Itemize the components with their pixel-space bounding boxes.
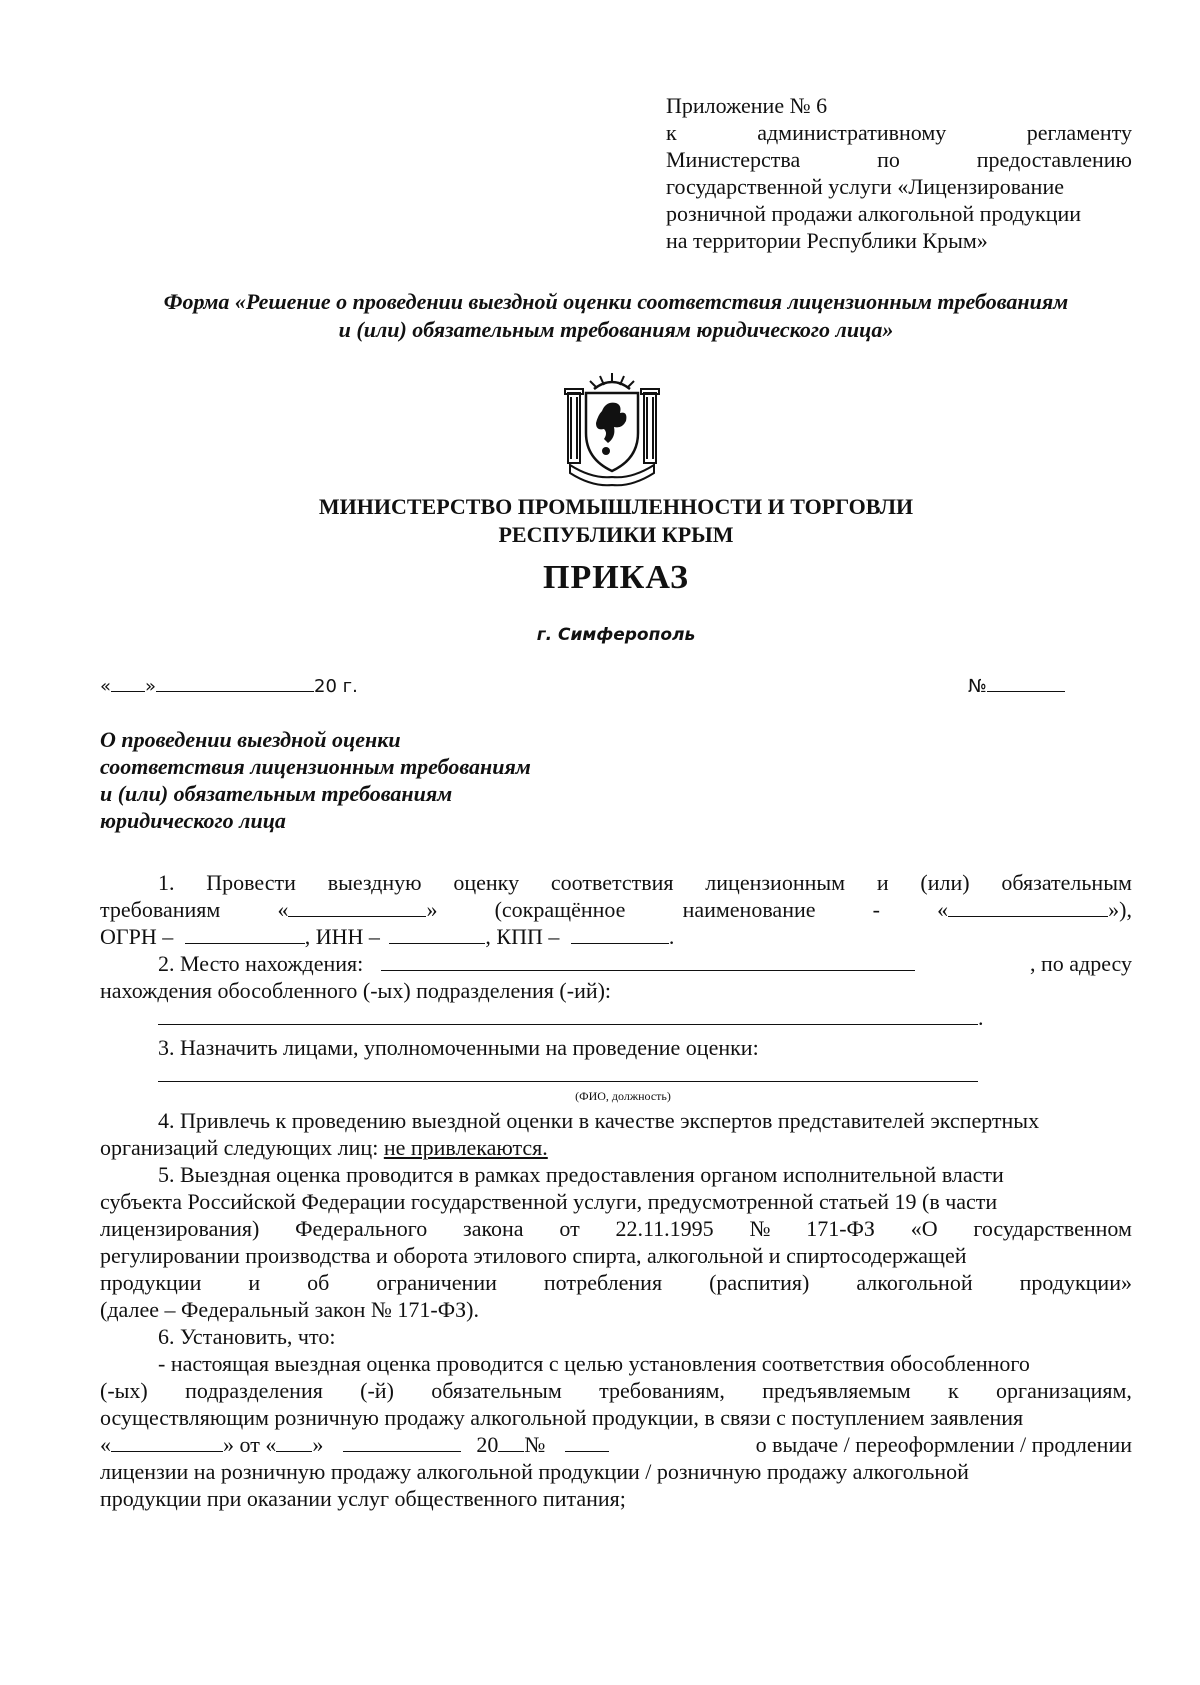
quote: »: [426, 897, 438, 922]
dot: .: [978, 1005, 984, 1030]
word: оценку: [453, 870, 520, 895]
app-year-blank[interactable]: [498, 1432, 524, 1452]
word: подразделения: [185, 1378, 323, 1403]
p6-line5: лицензии на розничную продажу алкогольной продукции / розничную продажу алкогольной: [100, 1459, 969, 1484]
appendix-header: [666, 92, 1132, 254]
word: обязательным: [1001, 870, 1132, 895]
kpp-blank[interactable]: [571, 924, 669, 944]
word: (распития): [709, 1270, 810, 1295]
inn-blank[interactable]: [389, 924, 485, 944]
ministry-name: [100, 493, 1132, 549]
word: 171-ФЗ: [806, 1216, 875, 1241]
form-title-line: Форма «Решение о проведении выездной оценки соответствия лицензионным требованиям: [163, 289, 1069, 314]
word: требованиям,: [599, 1378, 725, 1403]
number-blank[interactable]: [987, 673, 1065, 692]
subject-line: и (или) обязательным требованиям: [100, 781, 453, 806]
month-blank[interactable]: [156, 673, 314, 692]
order-body: [100, 869, 1132, 1512]
word: алкогольной: [856, 1270, 973, 1295]
word: обязательным: [431, 1378, 562, 1403]
ministry-line: МИНИСТЕРСТВО ПРОМЫШЛЕННОСТИ И ТОРГОВЛИ: [318, 494, 914, 519]
p6-line2: [100, 1377, 1132, 1404]
word: (сокращённое: [494, 897, 626, 922]
word: 22.11.1995: [615, 1216, 714, 1241]
word: закона: [463, 1216, 524, 1241]
word: к: [948, 1378, 959, 1403]
p4-line1: 4. Привлечь к проведению выездной оценки в качестве экспертов представителей экспертных: [158, 1108, 1040, 1133]
word: (-й): [360, 1378, 394, 1403]
full-name-blank[interactable]: [288, 897, 426, 917]
p3-line1: 3. Назначить лицами, уполномоченными на проведение оценки:: [158, 1035, 759, 1060]
appendix-word: к: [666, 120, 677, 145]
from-label: » от «: [223, 1432, 277, 1457]
day-blank[interactable]: [111, 673, 145, 692]
app-day-blank[interactable]: [276, 1432, 312, 1452]
word: продукции»: [1019, 1270, 1132, 1295]
word: от: [559, 1216, 580, 1241]
quote: «: [937, 897, 949, 922]
p6-label: 6. Установить, что:: [158, 1324, 336, 1349]
word: выездную: [327, 870, 422, 895]
year-label: 20 г.: [314, 676, 358, 697]
p4-line2: [100, 1134, 1132, 1161]
crimea-coat-of-arms-icon: [562, 367, 662, 491]
appendix-number: Приложение № 6: [666, 93, 828, 118]
order-subject: [100, 726, 660, 834]
p2-line3: [100, 1004, 1132, 1034]
location-label: 2. Место нахождения:: [158, 951, 364, 976]
word: (-ых): [100, 1378, 148, 1403]
appendix-word: по: [877, 147, 900, 172]
word: соответствия: [550, 870, 674, 895]
issue-options: о выдаче / переоформлении / продлении: [755, 1432, 1132, 1457]
word: требованиям: [100, 897, 221, 922]
p6-line3: осуществляющим розничную продажу алкогольной продукции, в связи с поступлением заявления: [100, 1405, 1024, 1430]
ogrn-label: ОГРН –: [100, 924, 174, 949]
inn-label: , ИНН –: [304, 924, 380, 949]
word: ограничении: [376, 1270, 497, 1295]
word: лицензирования): [100, 1216, 260, 1241]
word: государственном: [973, 1216, 1132, 1241]
p5-line6: (далее – Федеральный закон № 171-ФЗ).: [100, 1297, 479, 1322]
address-label: , по адресу: [1029, 951, 1132, 976]
appendix-word: предоставлению: [976, 147, 1132, 172]
word: продукции: [100, 1270, 202, 1295]
appendix-line: государственной услуги «Лицензирование: [666, 174, 1064, 199]
word: Федерального: [295, 1216, 428, 1241]
word: предъявляемым: [762, 1378, 911, 1403]
subject-line: О проведении выездной оценки: [100, 727, 401, 752]
location-blank[interactable]: [381, 951, 915, 971]
p5-line1: 5. Выездная оценка проводится в рамках предоставления органом исполнительной власти: [158, 1162, 1004, 1187]
p6-line6: продукции при оказании услуг общественного питания;: [100, 1486, 626, 1511]
p5-line4: регулировании производства и оборота этилового спирта, алкогольной и спиртосодержащей: [100, 1243, 967, 1268]
experts-value: не привлекаются.: [383, 1135, 548, 1160]
applicant-blank[interactable]: [111, 1432, 223, 1452]
p2-line1: [100, 950, 1132, 977]
year-label: 20: [476, 1432, 499, 1457]
p5-line5: [100, 1269, 1132, 1296]
word: 1.: [158, 870, 175, 895]
number-label: №: [524, 1432, 546, 1457]
appendix-word: административному: [757, 120, 947, 145]
app-number-blank[interactable]: [565, 1432, 609, 1452]
p6-line4: [100, 1431, 1132, 1458]
quote: «: [277, 897, 289, 922]
dot: .: [668, 924, 675, 949]
word: лицензионным: [705, 870, 846, 895]
word: наименование: [682, 897, 816, 922]
p2-line2: нахождения обособленного (-ых) подразделения (-ий):: [100, 978, 612, 1003]
appendix-line: на территории Республики Крым»: [666, 228, 988, 253]
appendix-line: розничной продажи алкогольной продукции: [666, 201, 1082, 226]
word: «О: [910, 1216, 938, 1241]
city: г. Симферополь: [536, 625, 696, 645]
subject-line: соответствия лицензионным требованиям: [100, 754, 531, 779]
authorized-persons-blank[interactable]: [158, 1062, 978, 1082]
word: потребления: [543, 1270, 663, 1295]
p1-line1: [100, 869, 1132, 896]
form-title-line: и (или) обязательным требованиям юридического лица»: [338, 317, 894, 342]
number-label: №: [968, 676, 987, 697]
p1-line3: [100, 923, 1132, 950]
word: (или): [920, 870, 970, 895]
p5-line2: субъекта Российской Федерации государственной услуги, предусмотренной статьей 19 (в части: [100, 1189, 998, 1214]
p1-line2: [100, 896, 1132, 923]
p4-prefix: организаций следующих лиц:: [100, 1135, 384, 1160]
fio-caption: (ФИО, должность): [575, 1089, 671, 1103]
word: Провести: [206, 870, 296, 895]
word: организациям,: [996, 1378, 1132, 1403]
ministry-line: РЕСПУБЛИКИ КРЫМ: [498, 522, 734, 547]
form-title: [100, 288, 1132, 344]
date-close-quote: »: [145, 676, 157, 697]
short-name-blank[interactable]: [948, 897, 1108, 917]
p3-line2: [100, 1061, 1132, 1085]
appendix-word: Министерства: [666, 147, 801, 172]
quote: »),: [1108, 897, 1132, 922]
word: и: [876, 870, 889, 895]
quote: «: [100, 1432, 111, 1457]
word: -: [872, 897, 880, 922]
date-open-quote: «: [100, 676, 112, 697]
app-month-blank[interactable]: [343, 1432, 461, 1452]
p6-line1: - настоящая выездная оценка проводится с целью установления соответствия обособленного: [158, 1351, 1030, 1376]
word: №: [749, 1216, 771, 1241]
kpp-label: , КПП –: [485, 924, 560, 949]
quote: »: [312, 1432, 324, 1457]
subject-line: юридического лица: [100, 808, 286, 833]
order-title: ПРИКАЗ: [543, 559, 689, 596]
appendix-word: регламенту: [1026, 120, 1132, 145]
ogrn-blank[interactable]: [185, 924, 305, 944]
subdivision-address-blank[interactable]: [158, 1005, 978, 1025]
word: об: [307, 1270, 330, 1295]
p5-line3: [100, 1215, 1132, 1242]
word: и: [248, 1270, 261, 1295]
